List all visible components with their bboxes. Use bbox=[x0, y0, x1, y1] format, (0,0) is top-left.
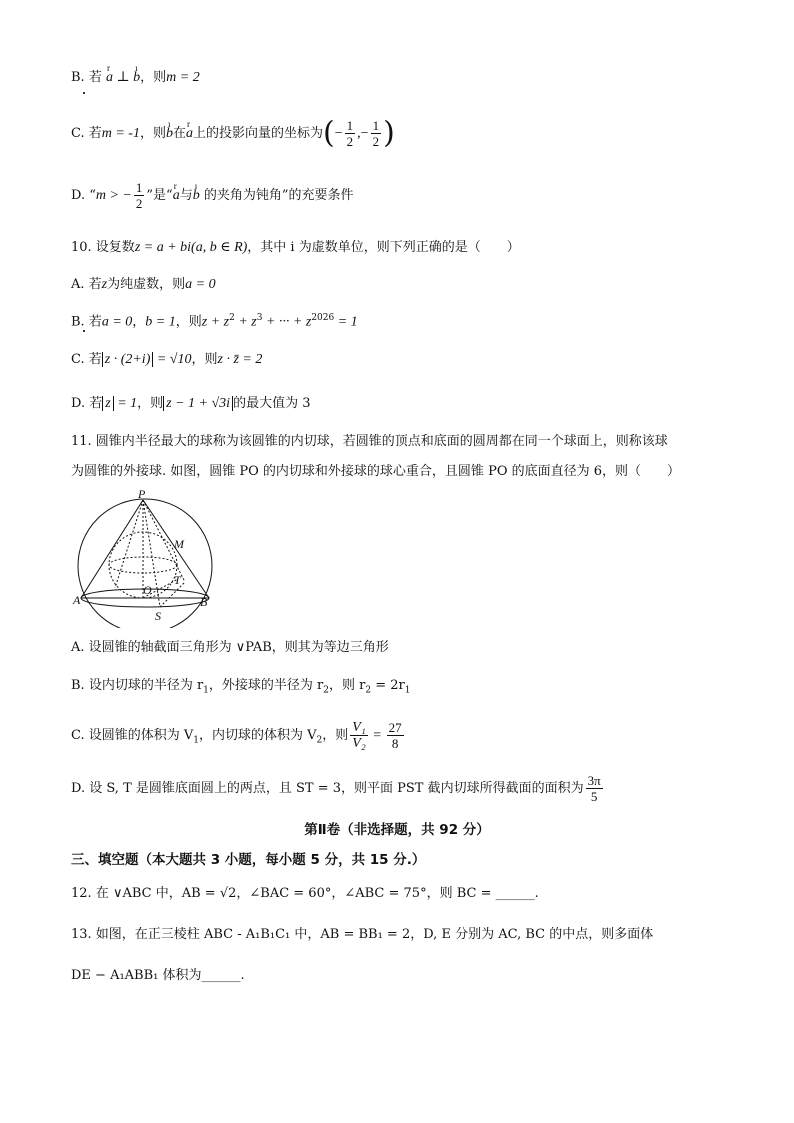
q12: 12. 在 ∨ABC 中，AB = √2，∠BAC = 60°，∠ABC = 75°，则 BC = ______. bbox=[71, 886, 539, 901]
label-s: S bbox=[155, 609, 161, 623]
q10-option-a: A. 若z为纯虚数，则a = 0 bbox=[71, 277, 216, 292]
stray-dot bbox=[83, 92, 85, 94]
stray-dot bbox=[83, 330, 85, 332]
q11-stem-line1: 11. 圆锥内半径最大的球称为该圆锥的内切球，若圆锥的顶点和底面的圆周都在同一个球面上，则称该球 bbox=[71, 434, 668, 449]
q9-option-b: B. 若 r a ⊥ ı b，则m = 2 bbox=[71, 68, 200, 88]
q11-option-a: A. 设圆锥的轴截面三角形为 ∨PAB，则其为等边三角形 bbox=[71, 640, 389, 655]
q13-line1: 13. 如图，在正三棱柱 ABC - A₁B₁C₁ 中，AB = BB₁ = 2，D, E 分别为 AC, BC 的中点，则多面体 bbox=[71, 927, 654, 942]
label-b: B bbox=[200, 595, 208, 609]
fraction: $\frac{27}{8}$ bbox=[388, 720, 402, 751]
fraction: $\frac{\text{V₁}}{\text{V₂}}$ bbox=[352, 720, 366, 751]
label-m: M bbox=[174, 537, 184, 551]
fraction: $\frac{1}{2}$ bbox=[346, 118, 354, 149]
q11-option-b: B. 设内切球的半径为 $r_1$，外接球的半径为 $r_2$，则 $r_2 = 2r_1$ bbox=[71, 678, 411, 696]
q10-option-b: B. 若a = 0，b = 1，则$z + z^2 + z^3$ + ··· + $z^{2026} = 1$ bbox=[71, 313, 358, 330]
label-t: T bbox=[174, 573, 181, 587]
q10-option-c: C. 若 z · (2+i) = √10，则z · z̄ = 2 bbox=[71, 352, 263, 367]
fraction: $\frac{1}{2}$ bbox=[372, 118, 380, 149]
vector-b: ı b bbox=[133, 68, 140, 88]
label-p: P bbox=[138, 488, 146, 501]
label-a: A bbox=[73, 593, 81, 607]
q11-option-d: D. 设 S, T 是圆锥底面圆上的两点，且 ST = 3，则平面 PST 截内切球所得截面的面积为 $\frac{3\pi}{5}$ bbox=[71, 773, 601, 804]
q11-option-c: C. 设圆锥的体积为 $V_1$，内切球的体积为 $V_2$，则 $\frac{\text{V₁}}{\text{V₂}}$ = $\frac{27}{8}$ bbox=[71, 720, 402, 751]
cone-sphere-figure bbox=[70, 488, 220, 628]
q9-option-c: C. 若m = -1，则ı b在r a上的投影向量的坐标为(− $\frac{1}{2}$ ,− $\frac{1}{2}$ ) bbox=[71, 118, 395, 149]
circumscribed-sphere bbox=[78, 499, 212, 628]
q10-option-d: D. 若 z = 1，则 z − 1 + √3i 的最大值为 3 bbox=[71, 396, 311, 411]
fraction: $\frac{1}{2}$ bbox=[135, 180, 143, 211]
q11-stem-line2: 为圆锥的外接球. 如图，圆锥 PO 的内切球和外接球的球心重合，且圆锥 PO 的底面直径为 6，则（ ） bbox=[71, 464, 681, 479]
q10-stem: 10. 设复数z = a + bi(a, b ∈ R)，其中 i 为虚数单位，则下列正确的是（ ） bbox=[71, 240, 520, 255]
vector-a: r a bbox=[106, 68, 113, 88]
section-3-title: 三、填空题（本大题共 3 小题，每小题 5 分，共 15 分.） bbox=[71, 852, 426, 868]
section-2-title: 第Ⅱ卷（非选择题，共 92 分） bbox=[304, 822, 490, 838]
fraction: $\frac{3\pi}{5}$ bbox=[587, 773, 601, 804]
q13-line2: DE − A₁ABB₁ 体积为______. bbox=[71, 968, 245, 983]
q9-option-d: D. “m > − $\frac{1}{2}$ ”是“r a与ı b 的夹角为钝角”的充要条件 bbox=[71, 180, 353, 211]
label-o: O bbox=[143, 583, 152, 597]
generator-pa bbox=[81, 500, 143, 598]
